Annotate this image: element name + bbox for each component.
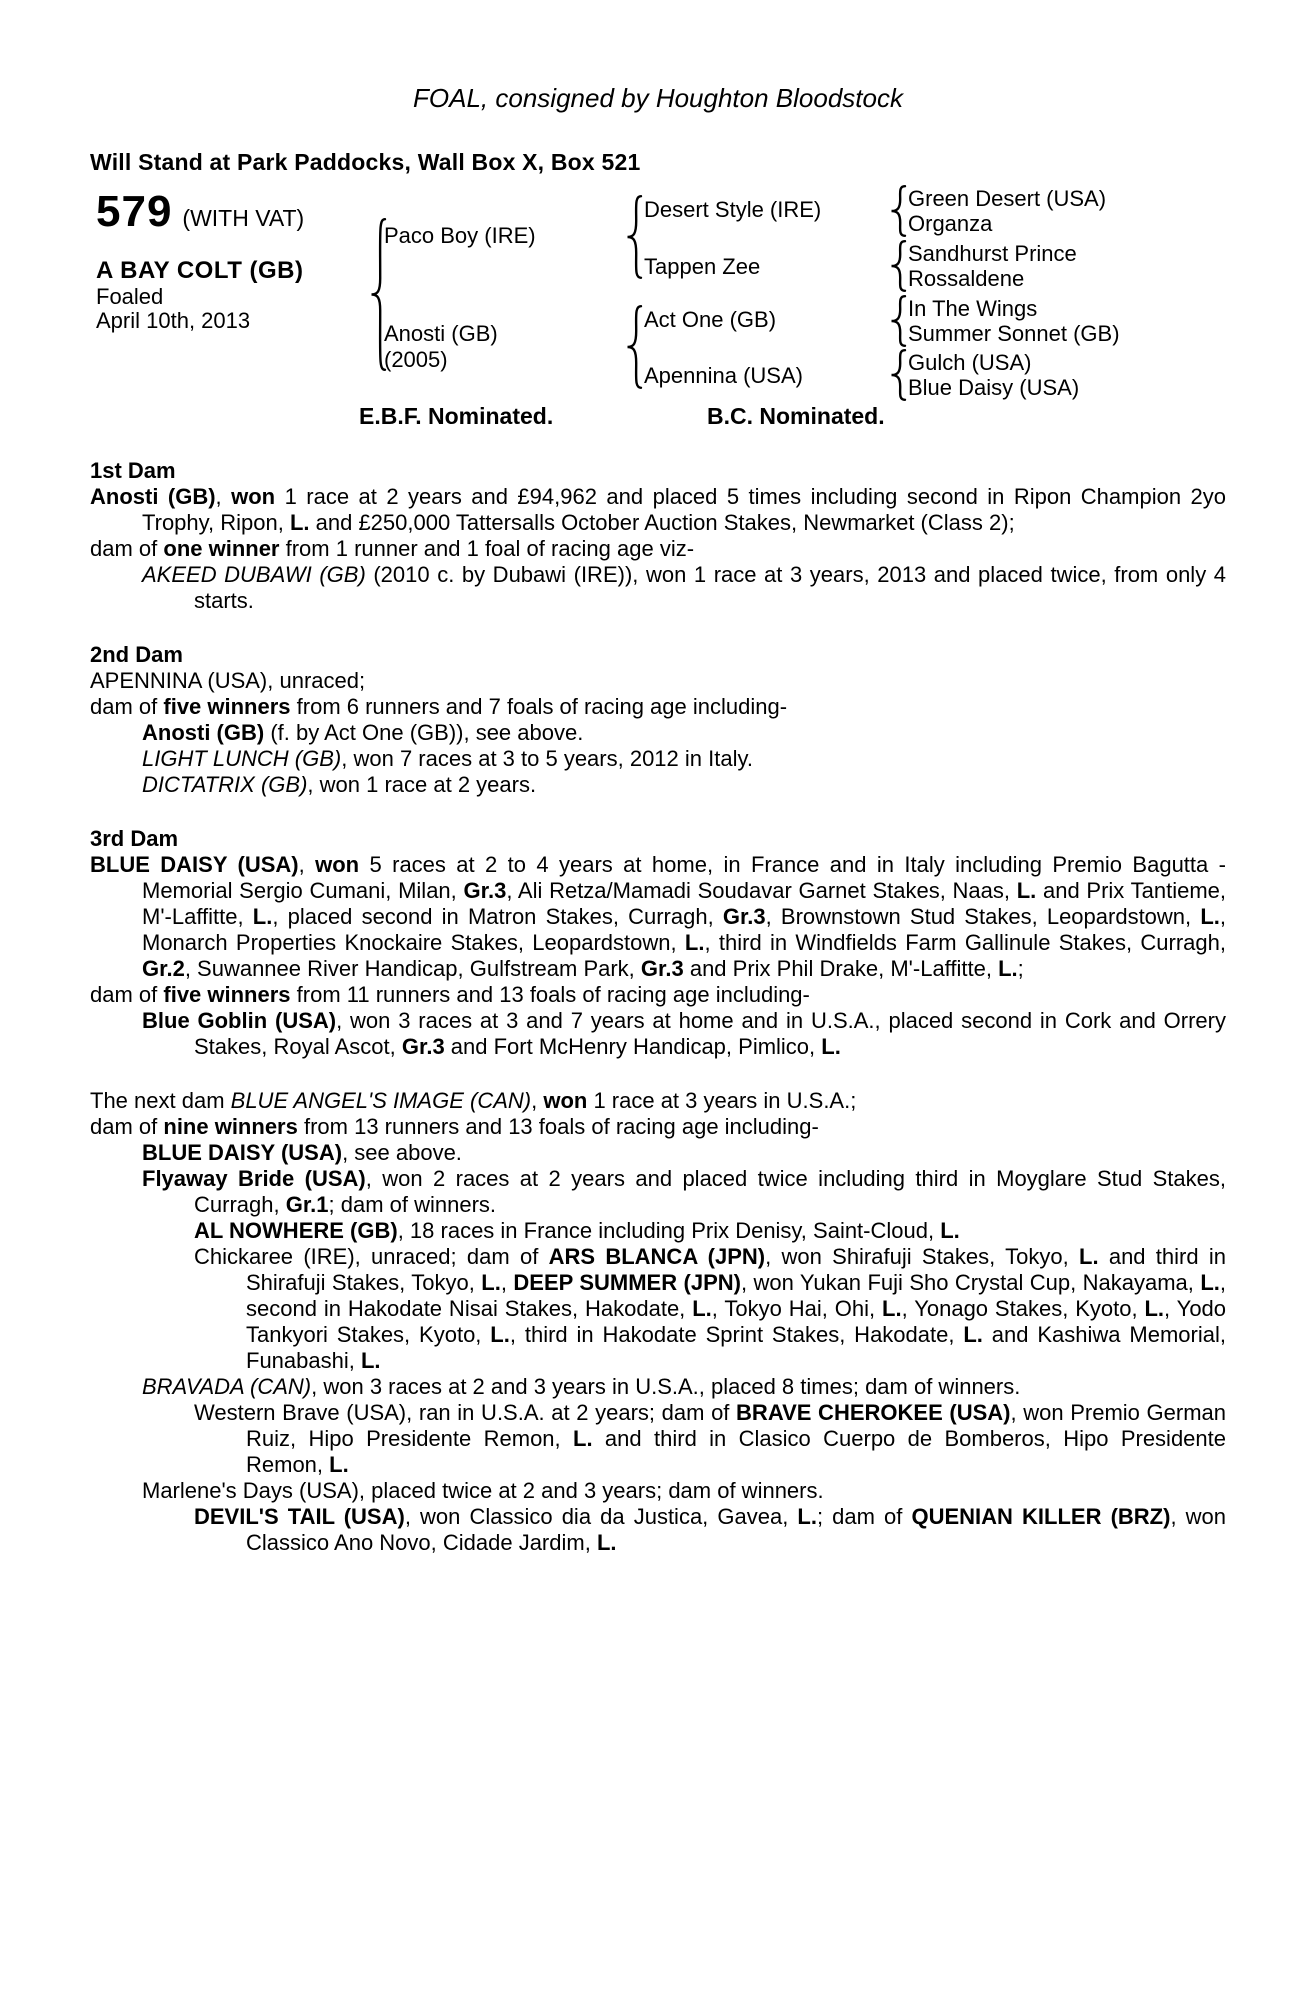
dam-section-heading: 1st Dam xyxy=(90,458,176,483)
pedigree-paragraph: AL NOWHERE (GB), 18 races in France including Prix Denisy, Saint-Cloud, L. xyxy=(194,1218,960,1243)
pedigree-paragraph: Blue Goblin (USA), won 3 races at 3 and 7 years at home and in U.S.A., placed second in Cork and Orrery Stakes, Royal Ascot, Gr.3 and Fort McHenry Handicap, Pimlico, L. xyxy=(142,1008,1226,1059)
pedigree-paragraph: Chickaree (IRE), unraced; dam of ARS BLANCA (JPN), won Shirafuji Stakes, Tokyo, L. and third in Shirafuji Stakes, Tokyo, L., DEEP SUMMER (JPN), won Yukan Fuji Sho Crystal Cup, Nakayama, L., second in Hakodate Nisai Stakes, Hakodate, L., Tokyo Hai, Ohi, L., Yonago Stakes, Kyoto, L., Yodo Tankyori Stakes, Kyoto, L., third in Hakodate Sprint Stakes, Hakodate, L. and Kashiwa Memorial, Funabashi, L. xyxy=(194,1244,1227,1373)
dam-section-heading: 2nd Dam xyxy=(90,642,183,667)
pedigree-paragraph: dam of one winner from 1 runner and 1 foal of racing age viz- xyxy=(90,536,695,561)
ggp-name: In The Wings xyxy=(908,296,1038,321)
stand-location-line: Will Stand at Park Paddocks, Wall Box X, Box 521 xyxy=(90,149,641,175)
ggp-name: Blue Daisy (USA) xyxy=(908,375,1080,400)
pedigree-table xyxy=(90,178,1226,450)
dam-name-block xyxy=(384,321,498,373)
lot-header xyxy=(96,187,305,236)
pedigree-paragraph: dam of five winners from 6 runners and 7 foals of racing age including- xyxy=(90,694,788,719)
pedigree-brace xyxy=(888,240,906,292)
pedigree-brace xyxy=(888,185,906,237)
sire-name: Paco Boy (IRE) xyxy=(384,223,536,248)
dam-section-heading: 3rd Dam xyxy=(90,826,179,851)
pedigree-paragraph: AKEED DUBAWI (GB) (2010 c. by Dubawi (IRE)), won 1 race at 3 years, 2013 and placed twice, from only 4 starts. xyxy=(142,562,1226,613)
ggp-name: Green Desert (USA) xyxy=(908,186,1107,211)
dam-sire-name: Act One (GB) xyxy=(644,307,777,332)
pedigree-paragraph: BRAVADA (CAN), won 3 races at 2 and 3 years in U.S.A., placed 8 times; dam of winners. xyxy=(142,1374,1021,1399)
pedigree-paragraph: DICTATRIX (GB), won 1 race at 2 years. xyxy=(142,772,537,797)
dam-name: Anosti (GB) xyxy=(384,321,498,346)
ggp-name: Rossaldene xyxy=(908,266,1025,291)
pedigree-paragraph: dam of nine winners from 13 runners and 13 foals of racing age including- xyxy=(90,1114,819,1139)
lot-description: A BAY COLT (GB) xyxy=(96,257,304,284)
pedigree-brace xyxy=(888,349,906,401)
pedigree-paragraph: APENNINA (USA), unraced; xyxy=(90,668,366,693)
pedigree-paragraph: BLUE DAISY (USA), see above. xyxy=(142,1140,462,1165)
dam-year: (2005) xyxy=(384,347,448,372)
pedigree-brace xyxy=(888,295,906,347)
ebf-nomination: E.B.F. Nominated. xyxy=(359,403,554,429)
lot-number: 579 xyxy=(96,187,173,236)
dam-section xyxy=(90,826,1226,1060)
ggp-name: Gulch (USA) xyxy=(908,350,1032,375)
dam-section xyxy=(90,642,1226,798)
pedigree-text-body xyxy=(90,458,1226,1556)
pedigree-paragraph: DEVIL'S TAIL (USA), won Classico dia da Justica, Gavea, L.; dam of QUENIAN KILLER (BRZ), won Classico Ano Novo, Cidade Jardim, L. xyxy=(194,1504,1226,1555)
pedigree-brace xyxy=(624,195,642,279)
ggp-name: Summer Sonnet (GB) xyxy=(908,321,1120,346)
pedigree-paragraph: Anosti (GB), won 1 race at 2 years and £94,962 and placed 5 times including second in Ripon Champion 2yo Trophy, Ripon, L. and £250,000 Tattersalls October Auction Stakes, Newmarket (Class 2); xyxy=(90,484,1226,535)
pedigree-paragraph: The next dam BLUE ANGEL'S IMAGE (CAN), won 1 race at 3 years in U.S.A.; xyxy=(90,1088,857,1113)
pedigree-paragraph: BLUE DAISY (USA), won 5 races at 2 to 4 years at home, in France and in Italy including Premio Bagutta - Memorial Sergio Cumani, Milan, Gr.3, Ali Retza/Mamadi Soudavar Garnet Stakes, Naas, L. and Prix Tantieme, M'-Laffitte, L., placed second in Matron Stakes, Curragh, Gr.3, Brownstown Stud Stakes, Leopardstown, L., Monarch Properties Knockaire Stakes, Leopardstown, L., third in Windfields Farm Gallinule Stakes, Curragh, Gr.2, Suwannee River Handicap, Gulfstream Park, Gr.3 and Prix Phil Drake, M'-Laffitte, L.; xyxy=(90,852,1226,981)
lot-vat-note: (WITH VAT) xyxy=(182,205,305,231)
pedigree-paragraph: LIGHT LUNCH (GB), won 7 races at 3 to 5 years, 2012 in Italy. xyxy=(142,746,753,771)
ggp-name: Organza xyxy=(908,211,993,236)
pedigree-paragraph: Western Brave (USA), ran in U.S.A. at 2 years; dam of BRAVE CHEROKEE (USA), won Premio German Ruiz, Hipo Presidente Remon, L. and third in Clasico Cuerpo de Bomberos, Hipo Presidente Remon, L. xyxy=(194,1400,1226,1477)
ggp-name: Sandhurst Prince xyxy=(908,241,1077,266)
pedigree-brace xyxy=(624,305,642,389)
sire-sire-name: Desert Style (IRE) xyxy=(644,197,822,222)
foaled-date: April 10th, 2013 xyxy=(96,308,251,333)
pedigree-paragraph: Flyaway Bride (USA), won 2 races at 2 years and placed twice including third in Moyglare Stud Stakes, Curragh, Gr.1; dam of winners. xyxy=(142,1166,1227,1217)
consignor-line: FOAL, consigned by Houghton Bloodstock xyxy=(413,83,903,113)
dam-section xyxy=(90,1088,1226,1556)
dam-section xyxy=(90,458,1226,614)
pedigree-paragraph: Anosti (GB) (f. by Act One (GB)), see above. xyxy=(142,720,584,745)
sire-dam-name: Tappen Zee xyxy=(644,254,761,279)
foaled-label: Foaled xyxy=(96,284,164,309)
bc-nomination: B.C. Nominated. xyxy=(707,403,885,429)
dam-dam-name: Apennina (USA) xyxy=(644,363,803,388)
pedigree-paragraph: Marlene's Days (USA), placed twice at 2 and 3 years; dam of winners. xyxy=(142,1478,824,1503)
pedigree-paragraph: dam of five winners from 11 runners and 13 foals of racing age including- xyxy=(90,982,810,1007)
